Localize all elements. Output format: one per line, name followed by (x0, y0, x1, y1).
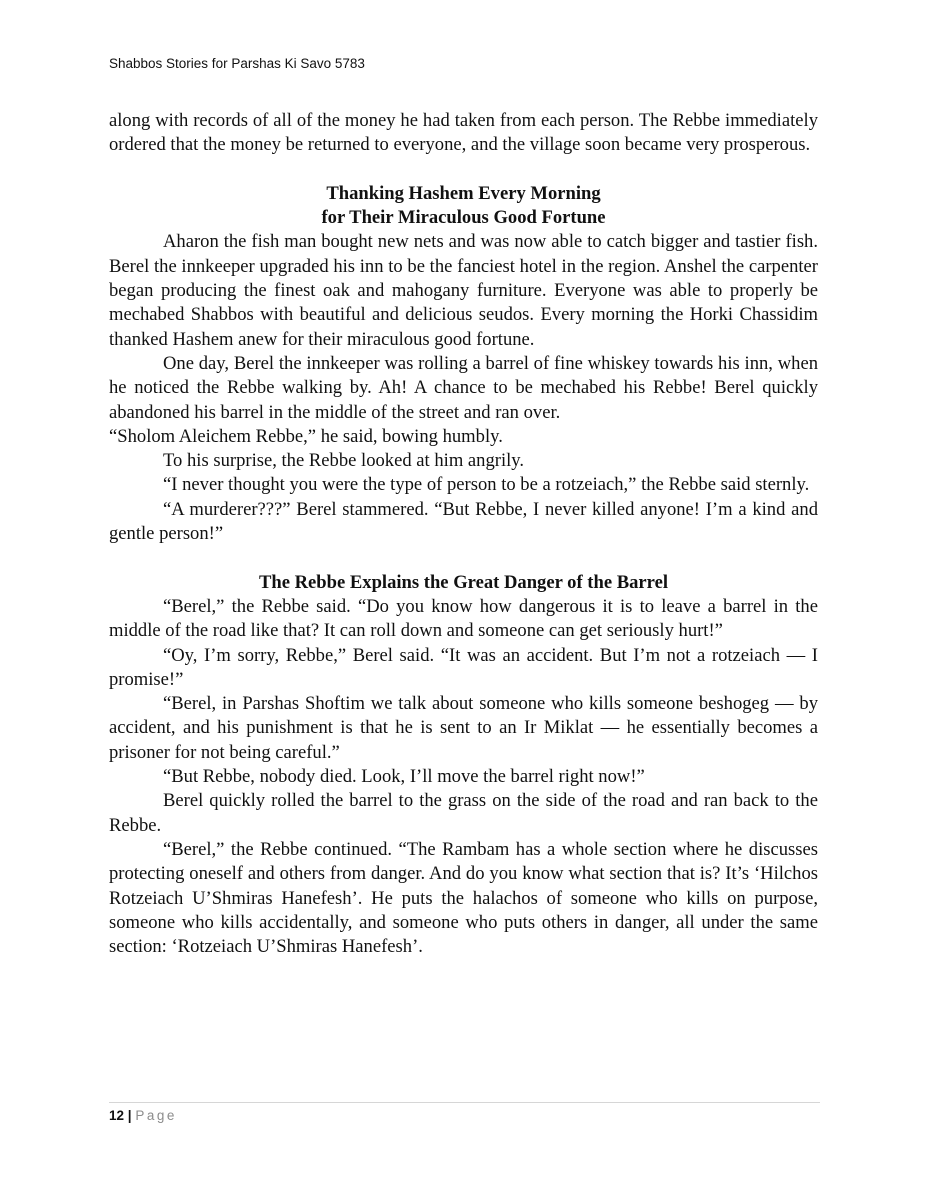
page-label: Page (135, 1108, 177, 1123)
footer-divider (109, 1102, 820, 1103)
paragraph: One day, Berel the innkeeper was rolling a barrel of fine whiskey towards his inn, when he noticed the Rebbe walking by. Ah! A chance to be mechabed his Rebbe! Berel quickly abandoned his barrel in the middle of the street and ran over. (109, 352, 818, 423)
footer-separator: | (127, 1108, 132, 1123)
section-heading-1b: for Their Miraculous Good Fortune (321, 207, 606, 229)
page-body (109, 109, 818, 959)
running-header: Shabbos Stories for Parshas Ki Savo 5783 (109, 56, 365, 71)
spacer (109, 546, 818, 570)
paragraph: “Berel, in Parshas Shoftim we talk about someone who kills someone beshogeg — by accident, and his punishment is that he is sent to an Ir Miklat — he essentially becomes a prisoner for not being careful.” (109, 693, 818, 763)
page-number: 12 (109, 1108, 125, 1123)
paragraph: “I never thought you were the type of person to be a rotzeiach,” the Rebbe said sternly. (163, 474, 810, 496)
paragraph: Berel quickly rolled the barrel to the grass on the side of the road and ran back to the Rebbe. (109, 790, 818, 836)
paragraph: “But Rebbe, nobody died. Look, I’ll move the barrel right now!” (163, 766, 645, 788)
paragraph: To his surprise, the Rebbe looked at him angrily. (163, 450, 525, 472)
paragraph: “Berel,” the Rebbe continued. “The Rambam has a whole section where he discusses protecting oneself and others from danger. And do you know what section that is? It’s ‘Hilchos Rotzeiach U’Shmiras Hanefesh’. He puts the halachos of someone who kills on purpose, someone who kills accidentally, and someone who puts others in danger, all under the same section: ‘Rotzeiach U’Shmiras Hanefesh’. (109, 838, 818, 958)
paragraph: “Berel,” the Rebbe said. “Do you know how dangerous it is to leave a barrel in the middle of the road like that? It can roll down and someone can get seriously hurt!” (109, 595, 818, 642)
paragraph: “A murderer???” Berel stammered. “But Rebbe, I never killed anyone! I’m a kind and gentle person!” (109, 498, 818, 545)
section-heading-2: The Rebbe Explains the Great Danger of the Barrel (258, 571, 669, 593)
spacer (109, 158, 818, 182)
paragraph: “Sholom Aleichem Rebbe,” he said, bowing humbly. (109, 425, 503, 447)
section-heading-1a: Thanking Hashem Every Morning (326, 182, 601, 204)
paragraph: “Oy, I’m sorry, Rebbe,” Berel said. “It was an accident. But I’m not a rotzeiach — I promise!” (109, 644, 818, 690)
paragraph: Aharon the fish man bought new nets and was now able to catch bigger and tastier fish. Berel the innkeeper upgraded his inn to be the fanciest hotel in the region. Anshel the carpenter began producing the finest oak and mahogany furniture. Everyone was able to properly be mechabed Shabbos with beautiful and delicious seudos. Every morning the Horki Chassidim thanked Hashem anew for their miraculous good fortune. (109, 231, 818, 350)
page-footer (109, 1108, 177, 1123)
intro-paragraph: along with records of all of the money he had taken from each person. The Rebbe immediately ordered that the money be returned to everyone, and the village soon became very prosperous. (109, 110, 818, 156)
